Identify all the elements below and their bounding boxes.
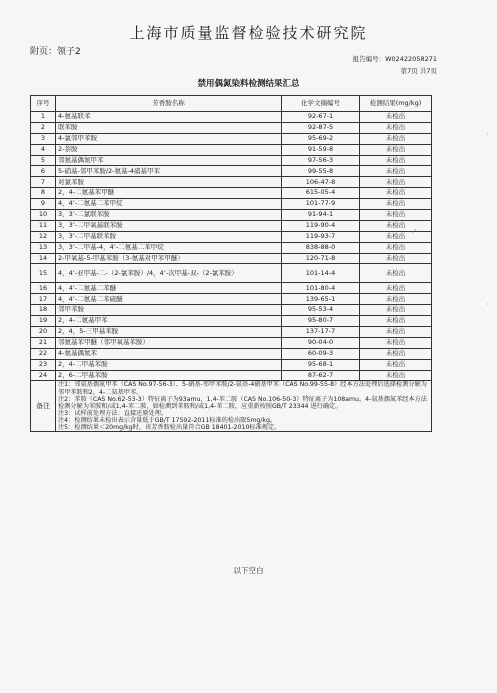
table-row — [31, 122, 432, 133]
test-result: 未检出 — [360, 242, 432, 253]
table-row — [31, 294, 432, 305]
test-result: 未检出 — [360, 155, 432, 166]
row-number: 3 — [31, 133, 56, 144]
amine-name: 5-硝基-邻甲苯胺/2-氨基-4硝基甲苯 — [56, 166, 282, 177]
pen-mark: , — [414, 224, 417, 232]
margin-mark: · — [486, 130, 489, 139]
amine-name: 2-甲氧基-5-甲基苯胺（3-氨基对甲苯甲醚） — [56, 253, 282, 264]
table-row — [31, 112, 432, 123]
table-row — [31, 188, 432, 199]
amine-name: 邻甲苯胺 — [56, 305, 282, 316]
amine-name: 2，4-二氨基甲苯 — [56, 316, 282, 327]
test-result: 未检出 — [360, 264, 432, 283]
test-result: 未检出 — [360, 210, 432, 221]
row-number: 21 — [31, 337, 56, 348]
note-line: 注2：苯胺（CAS No.62-53-3）特征离子为93amu，1,4-苯二胺（CAS No.106-50-3）特征离子为108amu。4-氨基偶氮苯经本方法检测分解为苯胺和/或1,4-苯二胺，如检测到苯胺和/或1,4-苯二胺，应重新按照GB/T 23344 进行确定。 — [58, 395, 428, 410]
note-line: 注4：检测结果未检出表示含量低于GB/T 17592-2011标准的检出限5mg/kg。 — [58, 417, 277, 425]
row-number: 8 — [31, 188, 56, 199]
table-row — [31, 370, 432, 381]
row-number: 4 — [31, 144, 56, 155]
cas-number: 95-68-1 — [282, 359, 360, 370]
row-number: 22 — [31, 348, 56, 359]
cas-number: 99-55-8 — [282, 166, 360, 177]
test-result: 未检出 — [360, 370, 432, 381]
table-row — [31, 220, 432, 231]
amine-name: 2-萘胺 — [56, 144, 282, 155]
table-row — [31, 348, 432, 359]
attachment-label: 附页：领子2 — [30, 47, 81, 57]
test-result: 未检出 — [360, 316, 432, 327]
amine-name: 2，4-二氨基苯甲醚 — [56, 188, 282, 199]
cas-number: 95-80-7 — [282, 316, 360, 327]
test-result: 未检出 — [360, 294, 432, 305]
table-row — [31, 305, 432, 316]
cas-number: 91-94-1 — [282, 210, 360, 221]
table-body — [31, 112, 432, 432]
results-table — [30, 95, 432, 432]
document-title: 禁用偶氮染料检测结果汇总 — [197, 79, 300, 89]
notes-body — [56, 381, 432, 432]
table-row — [31, 133, 432, 144]
row-number: 15 — [31, 264, 56, 283]
cas-number: 119-90-4 — [282, 220, 360, 231]
table-row — [31, 231, 432, 242]
note-line: 注5：检测结果＜20mg/kg时，该芳香胺检出量符合GB 18401-2010标准规定。 — [58, 424, 281, 432]
row-number: 23 — [31, 359, 56, 370]
amine-name: 对氯苯胺 — [56, 177, 282, 188]
amine-name: 3，3’-二甲基联苯胺 — [56, 231, 282, 242]
cas-number: 92-87-5 — [282, 122, 360, 133]
amine-name: 联苯胺 — [56, 122, 282, 133]
pen-mark: , — [412, 226, 415, 234]
page-number: 第7页 共7页 — [400, 67, 437, 75]
amine-name: 4-氨基偶氮苯 — [56, 348, 282, 359]
amine-name: 4-氯邻甲苯胺 — [56, 133, 282, 144]
col-header-no: 序号 — [31, 96, 56, 112]
test-result: 未检出 — [360, 327, 432, 338]
test-result: 未检出 — [360, 337, 432, 348]
test-result: 未检出 — [360, 112, 432, 123]
cas-number: 60-09-3 — [282, 348, 360, 359]
institute-title: 上海市质量监督检验技术研究院 — [129, 24, 368, 42]
cas-number: 119-93-7 — [282, 231, 360, 242]
cas-number: 97-56-3 — [282, 155, 360, 166]
row-number: 17 — [31, 294, 56, 305]
test-result: 未检出 — [360, 359, 432, 370]
note-line: 注3：试样前处理方法：直接还原处理。 — [58, 409, 168, 417]
test-result: 未检出 — [360, 188, 432, 199]
row-number: 13 — [31, 242, 56, 253]
cas-number: 90-04-0 — [282, 337, 360, 348]
table-row — [31, 144, 432, 155]
cas-number: 101-77-9 — [282, 199, 360, 210]
cas-number: 120-71-8 — [282, 253, 360, 264]
amine-name: 4，4’-亚甲基-二-（2-氯苯胺）/4，4’-次甲基-双-（2-氯苯胺） — [56, 264, 282, 283]
col-header-result: 检测结果(mg/kg) — [360, 96, 432, 112]
cas-number: 615-05-4 — [282, 188, 360, 199]
row-number: 10 — [31, 210, 56, 221]
row-number: 2 — [31, 122, 56, 133]
test-result: 未检出 — [360, 166, 432, 177]
amine-name: 2，4-二甲基苯胺 — [56, 359, 282, 370]
row-number: 5 — [31, 155, 56, 166]
test-result: 未检出 — [360, 133, 432, 144]
cas-number: 101-14-4 — [282, 264, 360, 283]
row-number: 14 — [31, 253, 56, 264]
amine-name: 4-氨基联苯 — [56, 112, 282, 123]
table-row — [31, 166, 432, 177]
cas-number: 137-17-7 — [282, 327, 360, 338]
col-header-name: 芳香胺名称 — [56, 96, 282, 112]
test-result: 未检出 — [360, 144, 432, 155]
cas-number: 91-59-8 — [282, 144, 360, 155]
table-row — [31, 210, 432, 221]
cas-number: 139-65-1 — [282, 294, 360, 305]
row-number: 11 — [31, 220, 56, 231]
row-number: 9 — [31, 199, 56, 210]
amine-name: 2，4，5-三甲基苯胺 — [56, 327, 282, 338]
row-number: 24 — [31, 370, 56, 381]
table-row — [31, 264, 432, 283]
note-line: 注1：邻氨基偶氮甲苯（CAS No.97-56-3）、5-硝基-邻甲苯胺/2-氨基-4硝基甲苯（CAS No.99-55-8）经本方法处理后选择检测分解为邻甲苯胺和2，4-二氨基甲苯。 — [58, 381, 427, 396]
report-number: 报告编号：W02422058271 — [352, 55, 437, 63]
row-number: 7 — [31, 177, 56, 188]
test-result: 未检出 — [360, 220, 432, 231]
row-number: 16 — [31, 283, 56, 294]
col-header-cas: 化学文摘编号 — [282, 96, 360, 112]
amine-name: 4，4’-二氨基二苯醚 — [56, 283, 282, 294]
table-row — [31, 199, 432, 210]
row-number: 20 — [31, 327, 56, 338]
amine-name: 邻氨基偶氮甲苯 — [56, 155, 282, 166]
cas-number: 101-80-4 — [282, 283, 360, 294]
test-result: 未检出 — [360, 231, 432, 242]
margin-mark: · — [486, 300, 489, 309]
table-row — [31, 283, 432, 294]
amine-name: 3，3’-二甲基-4，4’-二氨基二苯甲烷 — [56, 242, 282, 253]
cas-number: 95-69-2 — [282, 133, 360, 144]
amine-name: 4，4’-二氨基二苯硫醚 — [56, 294, 282, 305]
test-result: 未检出 — [360, 253, 432, 264]
table-row — [31, 242, 432, 253]
amine-name: 2，6-二甲基苯胺 — [56, 370, 282, 381]
test-result: 未检出 — [360, 305, 432, 316]
table-row — [31, 177, 432, 188]
amine-name: 3，3’-二氯联苯胺 — [56, 210, 282, 221]
row-number: 18 — [31, 305, 56, 316]
test-result: 未检出 — [360, 122, 432, 133]
cas-number: 838-88-0 — [282, 242, 360, 253]
table-row — [31, 327, 432, 338]
table-row — [31, 359, 432, 370]
amine-name: 邻氨基苯甲醚（邻甲氧基苯胺） — [56, 337, 282, 348]
row-number: 6 — [31, 166, 56, 177]
test-result: 未检出 — [360, 177, 432, 188]
table-row — [31, 155, 432, 166]
row-number: 12 — [31, 231, 56, 242]
end-of-report-text: 以下空白 — [233, 566, 264, 575]
cas-number: 106-47-8 — [282, 177, 360, 188]
notes-row — [31, 381, 432, 432]
test-result: 未检出 — [360, 348, 432, 359]
cas-number: 92-67-1 — [282, 112, 360, 123]
row-number: 1 — [31, 112, 56, 123]
table-row — [31, 316, 432, 327]
table-row — [31, 253, 432, 264]
test-result: 未检出 — [360, 199, 432, 210]
test-result: 未检出 — [360, 283, 432, 294]
notes-label: 备注 — [31, 381, 56, 432]
table-row — [31, 337, 432, 348]
table-header-row — [31, 96, 432, 112]
row-number: 19 — [31, 316, 56, 327]
amine-name: 4，4’-二氨基二苯甲烷 — [56, 199, 282, 210]
cas-number: 87-62-7 — [282, 370, 360, 381]
amine-name: 3，3’-二甲氧基联苯胺 — [56, 220, 282, 231]
cas-number: 95-53-4 — [282, 305, 360, 316]
